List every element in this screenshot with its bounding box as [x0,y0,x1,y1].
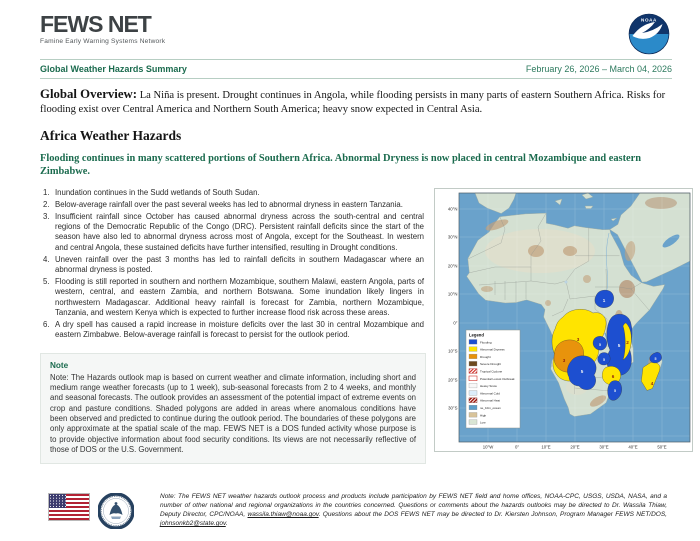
legend-label-severe-drought: Severe Drought [480,362,502,367]
list-number: 5. [43,276,50,286]
svg-text:50°E: 50°E [657,444,667,450]
legend-swatch-severe-drought [469,361,477,366]
email-link-johnson[interactable]: johnsonkb2@state.gov [160,519,226,527]
legend-label-ocean: ne_10m_ocean [480,406,501,410]
africa-hazards-subheading: Flooding continues in many scattered portions of Southern Africa. Abnormal Dryness is now placed in central Mozambique and eastern Zimbabwe. [40,152,642,178]
footer-note-prefix: Note: The FEWS NET weather hazards outlook process and products include participation by FEWS NET field and home offices, NOAA-CPC, USGS, USDA, NASA, and a number of other national and regional organizations in the countries concerned. Questions or comments about the hazards outlooks may be directed to Dr. Wassila Thiaw, Deputy Director, CPC/NOAA, [160,493,667,518]
svg-text:10°E: 10°E [541,444,551,450]
legend-swatch-tropical-cyclone [469,369,477,374]
legend-label-heavy-snow: Heavy Snow [480,384,497,389]
legend-title: Legend [469,332,484,338]
list-number: 6. [43,319,50,329]
legend-label-high: High [480,413,487,418]
footer-note [160,493,667,529]
map-label-6: 6 [611,374,615,379]
hazard-item-1 [40,188,426,198]
list-number: 3. [43,211,50,221]
svg-text:20°E: 20°E [570,444,580,450]
legend-label-drought: Drought [480,354,491,359]
map-legend [466,330,520,428]
svg-text:0°: 0° [514,444,520,450]
fews-net-logo [40,13,165,45]
list-text: A dry spell has caused a rapid increase in moisture deficits over the last 30 in central Mozambique and eastern Zimbabwe. Below-average rainfall is forecast to persist for the outlook period. [55,319,424,340]
svg-text:40°N: 40°N [447,206,458,212]
latitude-axis [448,206,458,410]
svg-text:20°N: 20°N [447,263,458,269]
divider-line [40,78,672,79]
svg-text:10°N: 10°N [447,291,458,297]
map-label-1: 1 [602,298,606,303]
legend-swatch-abnormal-dryness [469,347,477,352]
us-flag-icon [48,493,90,521]
map-label-5-zambia: 5 [580,369,584,374]
list-text: Flooding is still reported in southern and northern Mozambique, southern Malawi, eastern Angola, parts of western, central, and eastern Zambia, and northern Botswana. Some inundation likely lingers in northwestern Madagascar. Additional heavy rainfall is forecast for Zambia, northern Mozambique, Tanzania, and western Kenya which is expected to further increase flood risk across these areas. [55,276,424,317]
noaa-logo-icon [628,13,670,55]
footer-note-mid: . Questions about the DOS FEWS NET may be directed to Dr. Kiersten Johnson, Program Manager FEWS NET/DOS, [318,510,667,518]
list-text: Insufficient rainfall since October has caused abnormal dryness across the south-central and central regions of the Democratic Republic of the Congo (DRC). Persistent rainfall deficits since the start of the season have also led to abnormal dryness across most of Angola, except for the Southeast. In western and central Angola, these sustained deficits have further intensified, resulting in Drought conditions. [55,211,424,252]
map-label-2: 2 [626,340,629,345]
legend-label-locust-outbreak: Potential Locust Outbreak [480,376,515,381]
legend-swatch-low [469,420,477,425]
list-text: Uneven rainfall over the past 3 months has led to rainfall deficits in southern Madagascar where an abnormal dryness is posted. [55,254,424,275]
svg-text:30°E: 30°E [599,444,609,450]
legend-swatch-abnormal-cold [469,391,477,396]
map-label-5-lakes: 5 [599,343,601,347]
global-overview-label: Global Overview: [40,87,138,101]
page-header [0,0,700,58]
fews-net-logo-subtitle: Famine Early Warning Systems Network [40,38,166,45]
hazards-text-column [40,188,426,464]
africa-hazards-map [434,188,693,452]
hazard-item-5 [40,277,426,318]
global-overview [40,86,672,117]
hazard-item-2 [40,200,426,210]
list-number: 1. [43,188,50,197]
map-label-5-malawi: 5 [603,358,605,362]
legend-swatch-flooding [469,340,477,345]
hazard-item-4 [40,255,426,276]
footer-note-suffix: . [225,519,228,527]
legend-swatch-locust-outbreak [469,376,477,381]
legend-swatch-heavy-snow [469,383,477,388]
svg-text:20°S: 20°S [448,377,458,383]
svg-text:0°: 0° [453,320,458,326]
hazard-item-6 [40,320,426,341]
africa-hazards-heading: Africa Weather Hazards [40,127,182,143]
fews-net-logo-title: FEWS NET [40,11,151,37]
list-text: Inundation continues in the Sudd wetlands of South Sudan. [55,188,260,197]
legend-swatch-abnormal-heat [469,398,477,403]
state-department-seal-icon [98,493,134,529]
legend-label-tropical-cyclone: Tropical Cyclone [480,369,503,374]
hazard-item-3 [40,212,426,253]
page-footer [48,493,667,529]
africa-map-svg [435,189,692,451]
summary-title: Global Weather Hazards Summary [40,64,187,74]
svg-text:30°N: 30°N [447,234,458,240]
global-overview-text: La Niña is present. Drought continues in Angola, while flooding persists in many parts of eastern Southern Africa. Risks for flooding exist over Central America and Northern South America; heavy snow expected in Central Asia. [40,90,666,115]
longitude-axis [483,445,667,450]
note-text: Note: The Hazards outlook map is based on current weather and climate information, including short and medium range weather forecasts (up to 1 week), sub-seasonal forecasts from 2 to 4 weeks, and monthly and seasonal forecasts. The outlook provides an assessment of the potential impact of extreme events on crop and pasture conditions. Shaded polygons are added in areas where anomalous conditions have been observed and predicted to continue during the outlook period. The boundaries of these polygons are only approximate at the spatial scale of the map. FEWS NET is a DOS funded activity whose purpose is to provide objective information about food security conditions. Its views are not necessarily reflective of those of DOS or the U.S. Government. [50,372,416,455]
list-text: Below-average rainfall over the past several weeks has led to abnormal dryness in eastern Tanzania. [55,199,403,209]
map-label-5-east: 5 [617,343,621,348]
map-label-5-south-moz: 5 [614,389,616,393]
svg-text:30°S: 30°S [448,405,458,411]
hazard-list [40,188,426,341]
legend-label-low: Low [480,420,486,425]
legend-swatch-drought [469,354,477,359]
list-number: 4. [43,254,50,264]
legend-label-abnormal-heat: Abnormal Heat [480,398,501,403]
list-number: 2. [43,199,50,209]
us-flag-canton [49,494,66,508]
map-label-3-angola: 3 [562,358,566,363]
legend-label-abnormal-cold: Abnormal Cold [480,391,500,396]
legend-swatch-ocean [469,405,477,410]
summary-bar [0,60,700,78]
map-label-4: 4 [650,381,654,386]
svg-text:40°E: 40°E [628,444,638,450]
legend-label-abnormal-dryness: Abnormal Dryness [480,347,505,352]
legend-label-flooding: Flooding [480,340,492,345]
svg-text:10°W: 10°W [482,444,494,450]
email-link-wassila[interactable]: wassila.thiaw@noaa.gov [247,510,319,518]
map-label-3-drc: 3 [576,337,580,342]
map-label-5-nw-madagascar: 5 [654,357,657,361]
noaa-logo-text: NOAA [641,17,657,23]
legend-swatch-high [469,413,477,418]
svg-text:10°S: 10°S [448,348,458,354]
note-heading: Note [50,360,69,370]
note-box [40,353,426,465]
main-content [40,188,689,464]
report-date-range: February 26, 2026 – March 04, 2026 [525,64,672,74]
